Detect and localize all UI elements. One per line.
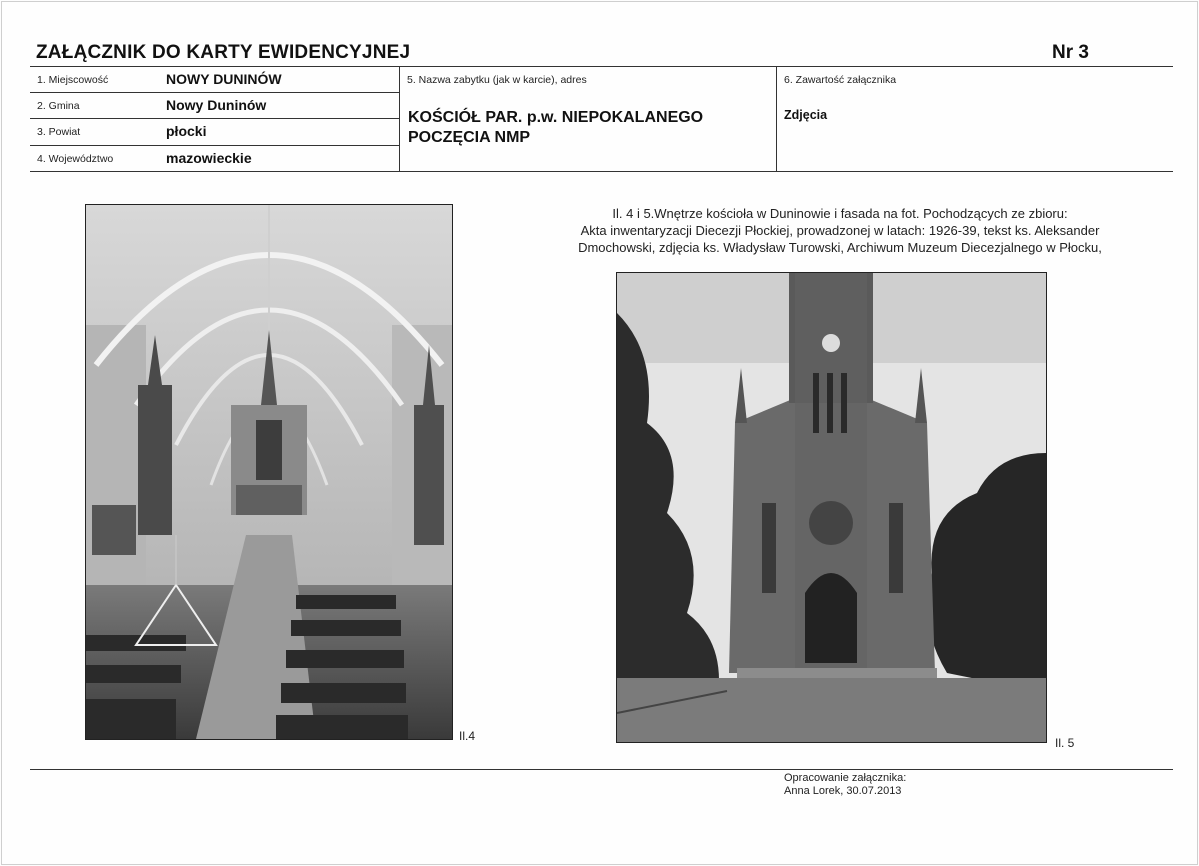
footer-author [784, 772, 906, 798]
photo-church-facade [616, 272, 1047, 743]
row-divider [30, 92, 399, 93]
photo-4-label: Il.4 [459, 729, 476, 743]
footer-line-2: Anna Lorek, 30.07.2013 [784, 785, 902, 797]
footer-divider [30, 769, 1173, 770]
field-label-miejscowosc: 1. Miejscowość [37, 74, 109, 86]
field-label-nazwa: 5. Nazwa zabytku (jak w karcie), adres [407, 74, 587, 86]
row-divider [30, 118, 399, 119]
document-title: ZAŁĄCZNIK DO KARTY EWIDENCYJNEJ [36, 42, 411, 63]
table-top-border [30, 66, 1173, 67]
photo-5-label: Il. 5 [1055, 736, 1075, 750]
nazwa-line-2: POCZĘCIA NMP [408, 129, 531, 146]
field-value-nazwa [408, 108, 768, 148]
field-value-wojewodztwo: mazowieckie [166, 150, 252, 166]
table-bottom-border [30, 171, 1173, 172]
field-value-powiat: płocki [166, 123, 207, 139]
column-divider [776, 66, 777, 171]
field-value-miejscowosc: NOWY DUNINÓW [166, 71, 282, 87]
photo-caption [540, 205, 1140, 256]
field-label-zawartosc: 6. Zawartość załącznika [784, 74, 897, 86]
nazwa-line-1: KOŚCIÓŁ PAR. p.w. NIEPOKALANEGO [408, 109, 704, 126]
caption-line-3: Dmochowski, zdjęcia ks. Władysław Turowski, Archiwum Muzeum Diecezjalnego w Płocku, [578, 240, 1102, 255]
caption-line-1: Il. 4 i 5.Wnętrze kościoła w Duninowie i fasada na fot. Pochodzących ze zbioru: [612, 206, 1068, 221]
caption-line-2: Akta inwentaryzacji Diecezji Płockiej, prowadzonej w latach: 1926-39, tekst ks. Aleksander [580, 223, 1100, 238]
attachment-number: Nr 3 [1052, 42, 1089, 63]
photo-church-interior [85, 204, 453, 740]
footer-line-1: Opracowanie załącznika: [784, 772, 907, 784]
field-label-wojewodztwo: 4. Województwo [37, 153, 114, 165]
field-value-zawartosc: Zdjęcia [784, 108, 828, 122]
row-divider [30, 145, 399, 146]
column-divider [399, 66, 400, 171]
field-value-gmina: Nowy Duninów [166, 97, 267, 113]
field-label-powiat: 3. Powiat [37, 126, 81, 138]
field-label-gmina: 2. Gmina [37, 100, 80, 112]
